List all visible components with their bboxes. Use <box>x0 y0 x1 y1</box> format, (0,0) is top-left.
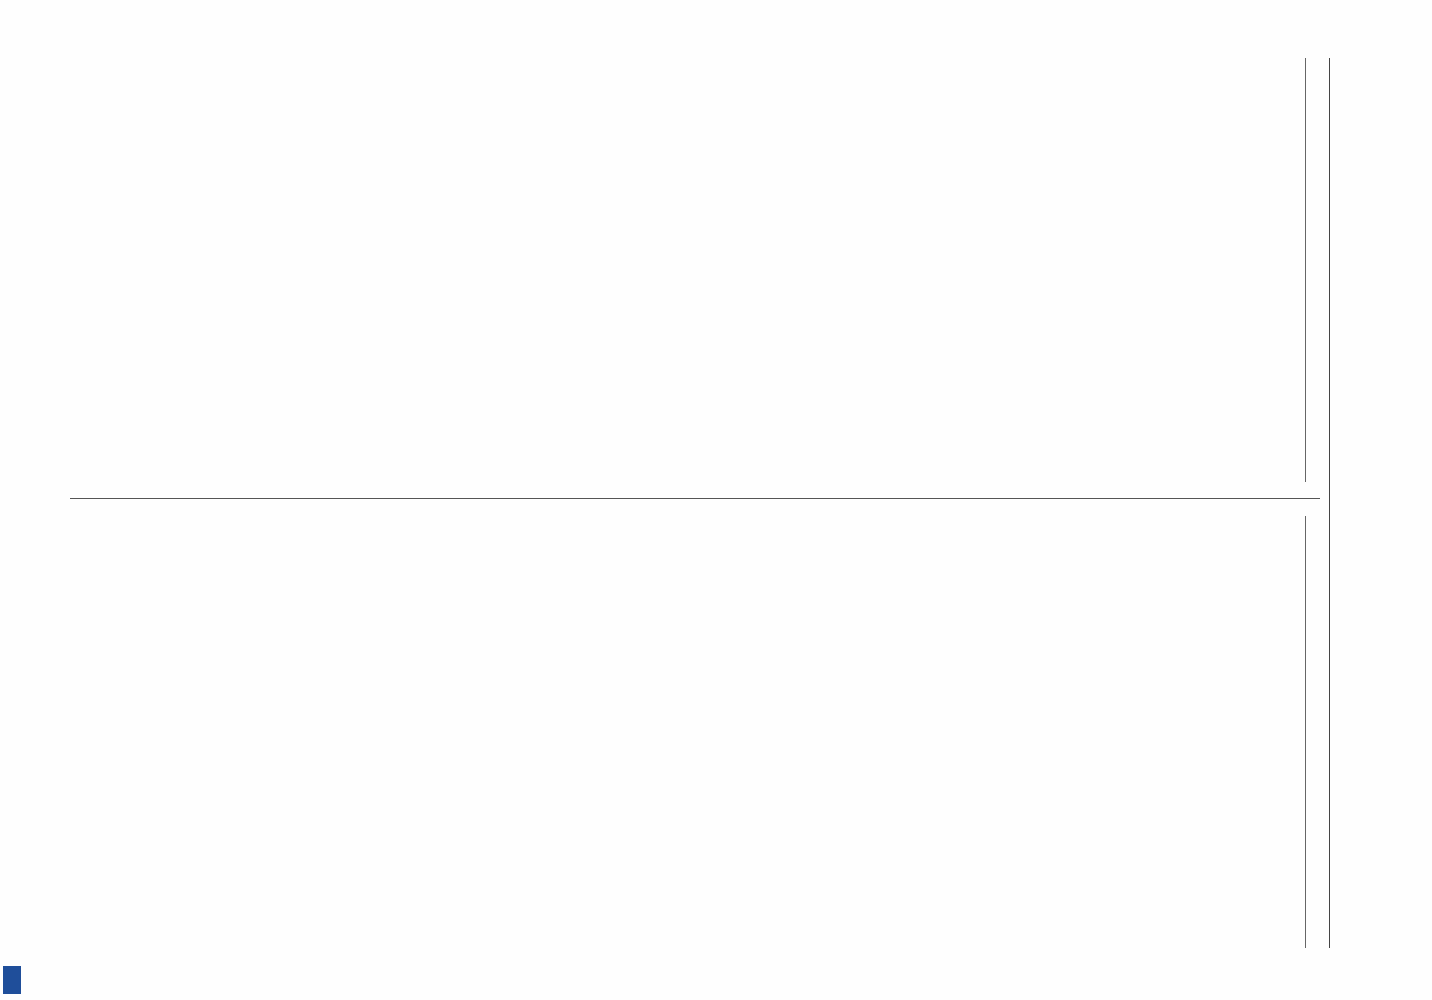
right-column <box>40 516 1320 948</box>
running-header <box>1329 58 1366 948</box>
dfg-logo-icon <box>3 966 21 994</box>
footnotes <box>1297 516 1306 948</box>
left-column <box>40 58 1320 482</box>
column-divider <box>70 498 1320 499</box>
footnotes <box>1297 58 1306 482</box>
